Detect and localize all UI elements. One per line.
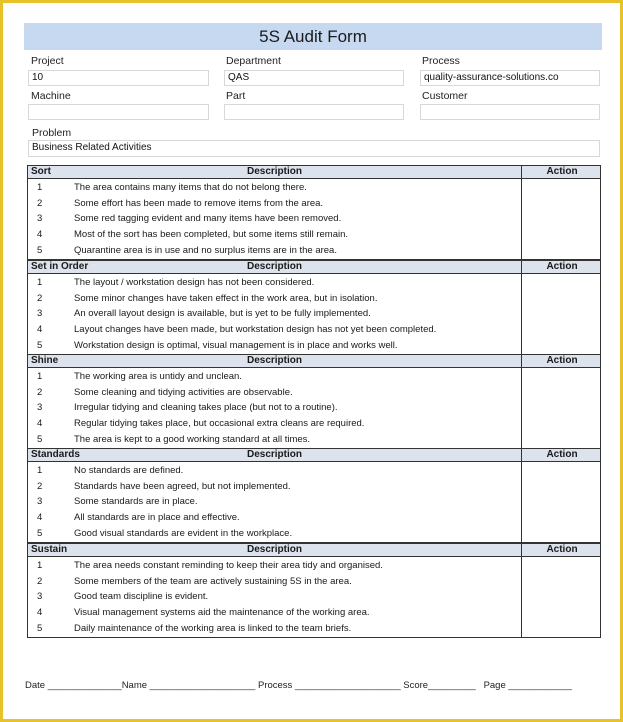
criteria-number: 5 — [37, 622, 43, 634]
criteria-description: Some standards are in place. — [74, 496, 198, 508]
section-header — [28, 166, 600, 179]
department-label: Department — [226, 55, 281, 67]
section-header — [28, 544, 600, 557]
section-header — [28, 355, 600, 368]
criteria-number: 4 — [37, 512, 43, 524]
criteria-description: Visual management systems aid the maintenance of the working area. — [74, 607, 370, 619]
criteria-description: Some cleaning and tidying activities are observable. — [74, 386, 293, 398]
form-footer — [25, 680, 572, 691]
section-name: Set in Order — [31, 261, 89, 272]
criteria-number: 3 — [37, 591, 43, 603]
criteria-number: 1 — [37, 371, 43, 382]
section-header — [28, 261, 600, 274]
section-body — [28, 179, 600, 259]
form-title: 5S Audit Form — [24, 23, 602, 50]
description-header: Description — [246, 449, 302, 460]
criteria-description: The working area is untidy and unclean. — [74, 371, 242, 382]
action-column[interactable] — [521, 462, 522, 542]
action-column[interactable] — [521, 557, 522, 637]
action-header: Action — [521, 261, 602, 273]
criteria-description: The area contains many items that do not belong there. — [74, 182, 307, 193]
machine-field[interactable] — [28, 104, 209, 120]
criteria-description: Some red tagging evident and many items have been removed. — [74, 213, 342, 225]
criteria-number: 4 — [37, 229, 43, 241]
criteria-description: Some members of the team are actively sustaining 5S in the area. — [74, 575, 352, 587]
criteria-number: 2 — [37, 480, 43, 492]
section-body — [28, 368, 600, 448]
section-header — [28, 449, 600, 462]
action-header: Action — [521, 544, 602, 556]
criteria-description: Daily maintenance of the working area is linked to the team briefs. — [74, 622, 352, 634]
footer-score[interactable]: Score_________ — [403, 680, 476, 691]
criteria-description: Layout changes have been made, but workstation design has not yet been completed. — [74, 324, 437, 336]
customer-field[interactable] — [420, 104, 600, 120]
footer-process[interactable]: Process ____________________ — [257, 680, 401, 691]
criteria-number: 5 — [37, 433, 43, 445]
criteria-number: 4 — [37, 324, 43, 336]
section-name: Sort — [31, 166, 51, 177]
criteria-description: Quarantine area is in use and no surplus items are in the area. — [74, 244, 337, 256]
section-set-in-order — [27, 260, 601, 355]
criteria-description: Standards have been agreed, but not implemented. — [74, 480, 291, 492]
criteria-description: Good visual standards are evident in the workplace. — [74, 527, 293, 539]
description-header: Description — [246, 544, 302, 555]
criteria-number: 1 — [37, 182, 43, 193]
criteria-description: Good team discipline is evident. — [74, 591, 209, 603]
criteria-description: Workstation design is optimal, visual management is in place and works well. — [74, 339, 398, 351]
criteria-number: 2 — [37, 386, 43, 398]
part-field[interactable] — [224, 104, 404, 120]
criteria-number: 5 — [37, 244, 43, 256]
criteria-description: The area is kept to a good working standard at all times. — [74, 433, 311, 445]
machine-label: Machine — [31, 90, 71, 102]
criteria-number: 2 — [37, 292, 43, 304]
description-header: Description — [246, 355, 302, 366]
criteria-description: An overall layout design is available, but is yet to be fully implemented. — [74, 308, 371, 320]
criteria-number: 1 — [37, 465, 43, 476]
process-field[interactable]: quality-assurance-solutions.co — [420, 70, 600, 86]
part-label: Part — [226, 90, 246, 102]
criteria-description: Regular tidying takes place, but occasional extra cleans are required. — [74, 418, 365, 430]
action-header: Action — [521, 166, 602, 178]
criteria-number: 3 — [37, 496, 43, 508]
criteria-description: The layout / workstation design has not been considered. — [74, 277, 315, 288]
section-body — [28, 557, 600, 637]
criteria-number: 5 — [37, 527, 43, 539]
criteria-number: 1 — [37, 560, 43, 571]
section-standards — [27, 448, 601, 543]
criteria-description: Irregular tidying and cleaning takes place (but not to a routine). — [74, 402, 338, 414]
project-label: Project — [31, 55, 64, 67]
action-column[interactable] — [521, 368, 522, 448]
section-name: Shine — [31, 355, 59, 366]
section-name: Sustain — [31, 544, 68, 555]
action-column[interactable] — [521, 274, 522, 354]
criteria-description: Some minor changes have taken effect in the work area, but in isolation. — [74, 292, 378, 304]
criteria-number: 3 — [37, 213, 43, 225]
section-name: Standards — [31, 449, 80, 460]
customer-label: Customer — [422, 90, 468, 102]
footer-page[interactable]: Page ____________ — [483, 680, 572, 691]
section-sort — [27, 165, 601, 260]
section-body — [28, 462, 600, 542]
criteria-description: All standards are in place and effective. — [74, 512, 240, 524]
section-body — [28, 274, 600, 354]
criteria-number: 2 — [37, 197, 43, 209]
criteria-number: 5 — [37, 339, 43, 351]
section-sustain — [27, 543, 601, 638]
criteria-number: 4 — [37, 607, 43, 619]
description-header: Description — [246, 261, 302, 272]
footer-name[interactable]: Name ____________________ — [121, 680, 256, 691]
criteria-number: 3 — [37, 308, 43, 320]
action-column[interactable] — [521, 179, 522, 259]
description-header: Description — [246, 166, 302, 177]
action-header: Action — [521, 355, 602, 367]
criteria-number: 1 — [37, 277, 43, 288]
department-field[interactable]: QAS — [224, 70, 404, 86]
criteria-description: Most of the sort has been completed, but some items still remain. — [74, 229, 349, 241]
criteria-description: Some effort has been made to remove items from the area. — [74, 197, 324, 209]
problem-label: Problem — [32, 127, 72, 139]
project-field[interactable]: 10 — [28, 70, 209, 86]
criteria-number: 4 — [37, 418, 43, 430]
criteria-description: The area needs constant reminding to keep their area tidy and organised. — [74, 560, 383, 571]
process-label: Process — [422, 55, 460, 67]
criteria-description: No standards are defined. — [74, 465, 184, 476]
criteria-number: 2 — [37, 575, 43, 587]
action-header: Action — [521, 449, 602, 461]
problem-field[interactable]: Business Related Activities — [28, 140, 600, 157]
criteria-number: 3 — [37, 402, 43, 414]
footer-date[interactable]: Date ______________ — [25, 680, 122, 691]
section-shine — [27, 354, 601, 449]
